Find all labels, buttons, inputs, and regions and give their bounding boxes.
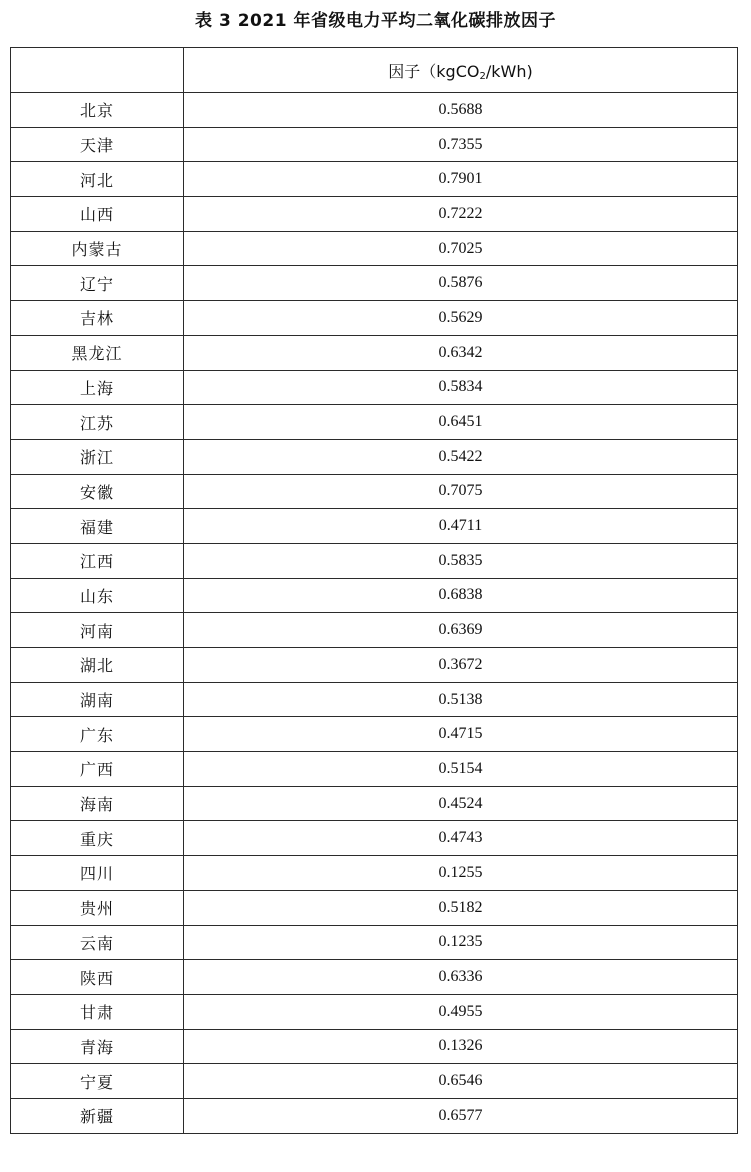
- factor-cell: 0.7355: [184, 127, 738, 162]
- factor-cell: 0.7075: [184, 474, 738, 509]
- province-cell: 湖南: [11, 682, 184, 717]
- factor-cell: 0.6369: [184, 613, 738, 648]
- province-cell: 青海: [11, 1029, 184, 1064]
- table-row: [11, 370, 738, 405]
- table-row: [11, 197, 738, 232]
- province-cell: 云南: [11, 925, 184, 960]
- factor-column-header: [184, 48, 738, 93]
- province-cell: 江西: [11, 543, 184, 578]
- factor-cell: 0.6838: [184, 578, 738, 613]
- table-row: [11, 266, 738, 301]
- factor-cell: 0.1235: [184, 925, 738, 960]
- table-row: [11, 786, 738, 821]
- table-row: [11, 1064, 738, 1099]
- province-cell: 吉林: [11, 301, 184, 336]
- factor-cell: 0.3672: [184, 648, 738, 683]
- province-cell: 内蒙古: [11, 231, 184, 266]
- factor-header-prefix: 因子（kgCO: [388, 61, 480, 81]
- table-row: [11, 543, 738, 578]
- factor-cell: 0.4743: [184, 821, 738, 856]
- table-row: [11, 162, 738, 197]
- table-row: [11, 93, 738, 128]
- factor-cell: 0.1255: [184, 856, 738, 891]
- factor-cell: 0.5422: [184, 439, 738, 474]
- province-cell: 黑龙江: [11, 335, 184, 370]
- table-row: [11, 960, 738, 995]
- table-row: [11, 439, 738, 474]
- factor-cell: 0.5182: [184, 890, 738, 925]
- table-row: [11, 890, 738, 925]
- factor-cell: 0.5629: [184, 301, 738, 336]
- table-header-row: [11, 48, 738, 93]
- table-row: [11, 682, 738, 717]
- province-cell: 河北: [11, 162, 184, 197]
- province-cell: 山西: [11, 197, 184, 232]
- province-cell: 北京: [11, 93, 184, 128]
- factor-cell: 0.7901: [184, 162, 738, 197]
- factor-cell: 0.4715: [184, 717, 738, 752]
- emission-factor-table: [10, 47, 738, 1134]
- province-cell: 四川: [11, 856, 184, 891]
- factor-cell: 0.7025: [184, 231, 738, 266]
- table-row: [11, 1029, 738, 1064]
- table-row: [11, 405, 738, 440]
- province-cell: 上海: [11, 370, 184, 405]
- factor-header-suffix: /kWh): [485, 61, 533, 81]
- table-title: 表 3 2021 年省级电力平均二氧化碳排放因子: [195, 11, 556, 31]
- factor-cell: 0.6546: [184, 1064, 738, 1099]
- province-cell: 山东: [11, 578, 184, 613]
- province-column-header: [11, 48, 184, 93]
- province-cell: 安徽: [11, 474, 184, 509]
- province-cell: 新疆: [11, 1098, 184, 1133]
- table-row: [11, 925, 738, 960]
- factor-cell: 0.5154: [184, 752, 738, 787]
- table-row: [11, 335, 738, 370]
- factor-cell: 0.4955: [184, 994, 738, 1029]
- factor-cell: 0.6451: [184, 405, 738, 440]
- province-cell: 宁夏: [11, 1064, 184, 1099]
- table-row: [11, 613, 738, 648]
- table-row: [11, 1098, 738, 1133]
- province-cell: 浙江: [11, 439, 184, 474]
- factor-cell: 0.5688: [184, 93, 738, 128]
- table-row: [11, 127, 738, 162]
- factor-cell: 0.5835: [184, 543, 738, 578]
- province-cell: 陕西: [11, 960, 184, 995]
- factor-cell: 0.5876: [184, 266, 738, 301]
- province-cell: 江苏: [11, 405, 184, 440]
- factor-cell: 0.4524: [184, 786, 738, 821]
- table-row: [11, 474, 738, 509]
- province-cell: 河南: [11, 613, 184, 648]
- table-row: [11, 509, 738, 544]
- province-cell: 天津: [11, 127, 184, 162]
- province-cell: 湖北: [11, 648, 184, 683]
- table-row: [11, 856, 738, 891]
- factor-cell: 0.6336: [184, 960, 738, 995]
- province-cell: 福建: [11, 509, 184, 544]
- factor-cell: 0.1326: [184, 1029, 738, 1064]
- province-cell: 贵州: [11, 890, 184, 925]
- table-row: [11, 231, 738, 266]
- table-row: [11, 648, 738, 683]
- factor-header-subscript: 2: [479, 70, 486, 82]
- factor-cell: 0.6577: [184, 1098, 738, 1133]
- province-cell: 海南: [11, 786, 184, 821]
- factor-cell: 0.5138: [184, 682, 738, 717]
- factor-cell: 0.5834: [184, 370, 738, 405]
- factor-cell: 0.4711: [184, 509, 738, 544]
- province-cell: 辽宁: [11, 266, 184, 301]
- table-row: [11, 821, 738, 856]
- factor-cell: 0.6342: [184, 335, 738, 370]
- province-cell: 广东: [11, 717, 184, 752]
- factor-cell: 0.7222: [184, 197, 738, 232]
- table-row: [11, 578, 738, 613]
- province-cell: 甘肃: [11, 994, 184, 1029]
- province-cell: 广西: [11, 752, 184, 787]
- table-row: [11, 301, 738, 336]
- table-row: [11, 717, 738, 752]
- table-row: [11, 994, 738, 1029]
- table-row: [11, 752, 738, 787]
- province-cell: 重庆: [11, 821, 184, 856]
